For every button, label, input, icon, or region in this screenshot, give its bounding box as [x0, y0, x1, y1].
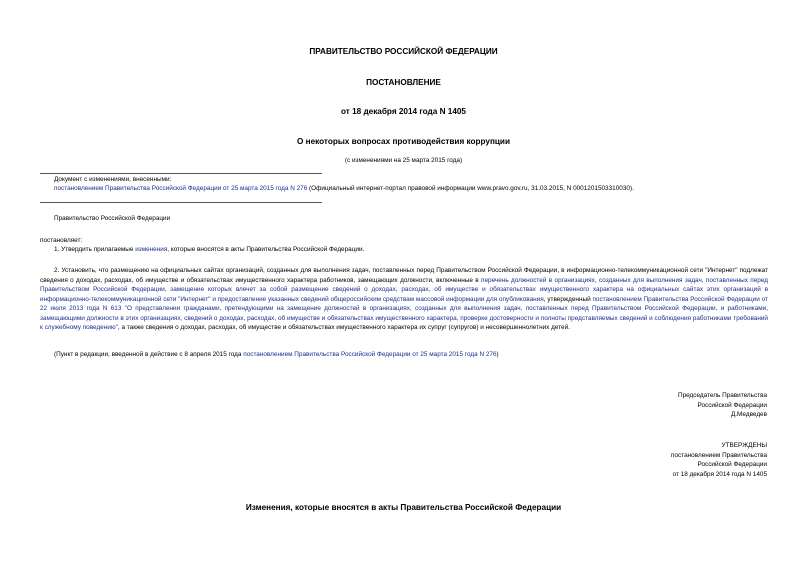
amendment-source: (Официальный интернет-портал правовой информации www.pravo.gov.ru, 31.03.2015, N 0001201503310030).: [307, 185, 634, 192]
divider-top: [40, 173, 322, 174]
paragraph-1: 1. Утвердить прилагаемые изменения, которые вносятся в акты Правительства Российской Федерации.: [54, 246, 365, 253]
divider-bottom: [40, 202, 322, 203]
signature-country: Российской Федерации: [697, 401, 767, 409]
date-number: от 18 декабря 2014 года N 1405: [341, 107, 466, 116]
approval-line-2: постановлением Правительства: [671, 451, 767, 459]
amendment-link[interactable]: постановлением Правительства Российской Федерации от 25 марта 2015 года N 276: [54, 185, 308, 192]
approval-line-4: от 18 декабря 2014 года N 1405: [672, 470, 767, 478]
government-heading: ПРАВИТЕЛЬСТВО РОССИЙСКОЙ ФЕДЕРАЦИИ: [309, 47, 498, 56]
approval-block: [507, 441, 767, 479]
positions-list-link[interactable]: перечень должностей в организациях, созданных для выполнения задач, поставленных перед Правительством Российской Федерации, замещение которых влечет за собой размещение сведений о доходах, расходах, об имуществе и обязательствах имущественного характера на официальных сайтах этих организаций в информационно-телекоммуникационной сети "Интернет" и предоставление указанных сведений общероссийским средствам массовой информации для опубликования: [40, 276, 768, 303]
signature-name: Д.Медведев: [730, 411, 767, 418]
changes-link[interactable]: изменения: [135, 246, 168, 253]
decrees-word: постановляет:: [40, 237, 83, 244]
amendments-intro: Документ с изменениями, внесенными:: [54, 176, 172, 183]
document-type: ПОСТАНОВЛЕНИЕ: [366, 78, 441, 87]
approval-line-3: Российской Федерации: [697, 461, 767, 468]
annex-title: Изменения, которые вносятся в акты Правительства Российской Федерации: [245, 503, 562, 512]
document-title: О некоторых вопросах противодействия коррупции: [296, 137, 510, 146]
signature-block: [507, 391, 767, 420]
resolution-276-link[interactable]: постановлением Правительства Российской Федерации от 25 марта 2015 года N 276: [243, 351, 497, 358]
paragraph-2: 2. Установить, что размещению на официальных сайтах организаций, созданных для выполнения задач, поставленных перед Правительством Российской Федерации, в информационно-телекоммуникационной сети "Интернет" подлежат сведения о доходах, расходах, об имуществе и обязательствах имущественного характера работников, замещающих должности, включенные в перечень должностей в организациях, созданных для выполнения задач, поставленных перед Правительством Российской Федерации, замещение которых влечет за собой размещение сведений о доходах, расходах, об имуществе и обязательствах имущественного характера на официальных сайтах этих организаций в информационно-телекоммуникационной сети "Интернет" и предоставление указанных сведений общероссийским средствам массовой информации для опубликования, утвержденный постановлением Правительства Российской Федерации от 22 июля 2013 года N 613 "О представлении гражданами, претендующими на замещение должностей в организациях, созданных для выполнения задач, поставленных перед Правительством Российской Федерации, и работниками, замещающими должности в этих организациях, сведений о доходах, расходах, об имуществе и обязательствах имущественного характера, проверке достоверности и полноты представляемых сведений и соблюдения работниками требований к служебному поведению", а также сведения о доходах, расходах, об имуществе и обязательствах имущественного характера их супруг (супругов) и несовершеннолетних детей.: [40, 267, 768, 331]
approval-heading: УТВЕРЖДЕНЫ: [721, 442, 767, 449]
amendments-line: [54, 184, 774, 194]
signature-title: Председатель Правительства: [678, 392, 767, 399]
paragraph-2-note: (Пункт в редакции, введенной в действие с 8 апреля 2015 года постановлением Правительства Российской Федерации от 25 марта 2015 года N 276): [54, 351, 499, 358]
issuer: Правительство Российской Федерации: [54, 215, 171, 222]
amended-note: (с изменениями на 25 марта 2015 года): [344, 157, 463, 164]
resolution-613-link[interactable]: постановлением Правительства Российской Федерации от 22 июля 2013 года N 613 "О представлении гражданами, претендующими на замещение должностей в организациях, созданных для выполнения задач, поставленных перед Правительством Российской Федерации, и работниками, замещающими должности в этих организациях, сведений о доходах, расходах, об имуществе и обязательствах имущественного характера, проверке достоверности и полноты представляемых сведений и соблюдения работниками требований к служебному поведению": [40, 295, 768, 331]
